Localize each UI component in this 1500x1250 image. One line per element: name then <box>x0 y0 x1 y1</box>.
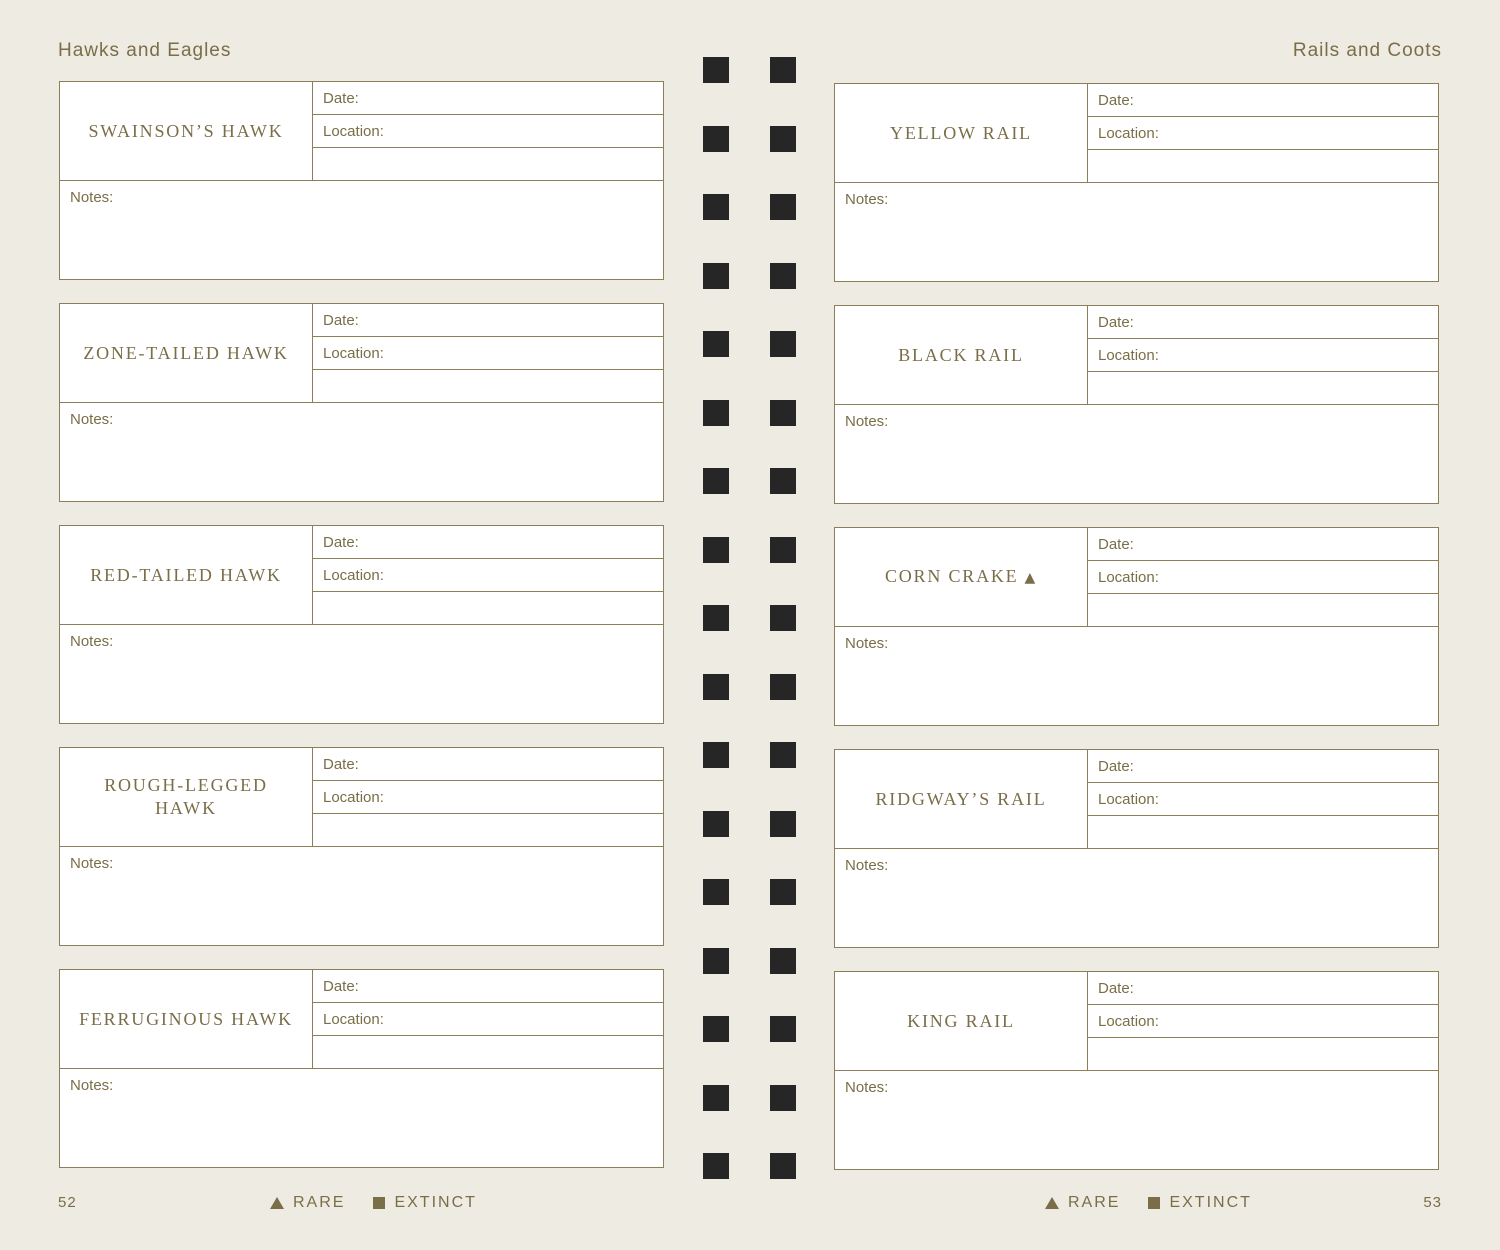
blank-field[interactable] <box>313 370 663 403</box>
species-name-cell <box>60 526 313 625</box>
triangle-icon <box>1045 1197 1059 1209</box>
location-field[interactable]: Location: <box>1088 1005 1438 1038</box>
species-name-cell <box>835 750 1088 849</box>
date-field[interactable]: Date: <box>313 82 663 115</box>
binding-hole <box>703 674 729 700</box>
blank-field[interactable] <box>313 148 663 181</box>
date-field[interactable]: Date: <box>1088 84 1438 117</box>
binding-hole <box>703 331 729 357</box>
notes-field[interactable]: Notes: <box>845 413 889 430</box>
notes-field[interactable]: Notes: <box>845 1079 889 1096</box>
legend-extinct-label: EXTINCT <box>1169 1194 1252 1211</box>
binding-hole <box>770 1016 796 1042</box>
entry-card <box>834 83 1439 282</box>
binding-hole <box>770 331 796 357</box>
notes-field[interactable]: Notes: <box>70 411 114 428</box>
binding-hole <box>770 1085 796 1111</box>
triangle-icon <box>270 1197 284 1209</box>
species-name-cell <box>60 970 313 1069</box>
date-field[interactable]: Date: <box>313 748 663 781</box>
right-footer <box>1423 1194 1442 1212</box>
binding-hole <box>770 263 796 289</box>
blank-field[interactable] <box>1088 372 1438 405</box>
blank-field[interactable] <box>313 814 663 847</box>
binding-hole <box>703 537 729 563</box>
square-icon <box>1148 1197 1160 1209</box>
date-field[interactable]: Date: <box>1088 972 1438 1005</box>
right-page-heading: Rails and Coots <box>1292 40 1442 61</box>
binding-hole <box>703 1153 729 1179</box>
entry-card <box>834 749 1439 948</box>
sighting-fields <box>1088 528 1438 627</box>
binding-hole <box>703 400 729 426</box>
left-page-heading: Hawks and Eagles <box>58 40 232 61</box>
binding-hole <box>770 605 796 631</box>
species-name: KING RAIL <box>907 1010 1015 1031</box>
species-name: ROUGH-LEGGED HAWK <box>104 775 268 818</box>
date-field[interactable]: Date: <box>313 970 663 1003</box>
binding-hole <box>770 537 796 563</box>
sighting-fields <box>1088 306 1438 405</box>
left-footer <box>58 1194 77 1212</box>
rare-triangle-icon: ▲ <box>1024 569 1038 586</box>
binding-hole <box>770 742 796 768</box>
blank-field[interactable] <box>313 592 663 625</box>
binding-hole <box>703 811 729 837</box>
binding-hole <box>703 948 729 974</box>
binding-hole <box>770 948 796 974</box>
location-field[interactable]: Location: <box>1088 561 1438 594</box>
left-page-number: 52 <box>58 1194 77 1211</box>
species-name: RIDGWAY’S RAIL <box>875 788 1047 809</box>
blank-field[interactable] <box>1088 150 1438 183</box>
species-name: RED-TAILED HAWK <box>90 564 282 585</box>
entry-card <box>834 971 1439 1170</box>
binding-hole <box>703 742 729 768</box>
binding-hole <box>703 263 729 289</box>
species-name-cell <box>60 82 313 181</box>
binding-hole <box>703 126 729 152</box>
binding-hole <box>703 57 729 83</box>
species-name: FERRUGINOUS HAWK <box>79 1008 293 1029</box>
entry-card <box>834 305 1439 504</box>
square-icon <box>373 1197 385 1209</box>
notes-field[interactable]: Notes: <box>845 191 889 208</box>
binding-hole <box>770 674 796 700</box>
blank-field[interactable] <box>313 1036 663 1069</box>
sighting-fields <box>313 304 663 403</box>
notes-field[interactable]: Notes: <box>70 189 114 206</box>
binding-hole <box>770 400 796 426</box>
sighting-fields <box>313 526 663 625</box>
species-name-cell <box>835 84 1088 183</box>
date-field[interactable]: Date: <box>1088 306 1438 339</box>
binding-hole <box>703 605 729 631</box>
species-name-cell <box>60 304 313 403</box>
species-name-cell <box>60 748 313 847</box>
notes-field[interactable]: Notes: <box>845 635 889 652</box>
binding-hole <box>770 811 796 837</box>
sighting-fields <box>313 82 663 181</box>
species-name: BLACK RAIL <box>898 344 1024 365</box>
date-field[interactable]: Date: <box>313 304 663 337</box>
binding-hole <box>703 194 729 220</box>
sighting-fields <box>313 970 663 1069</box>
location-field[interactable]: Location: <box>1088 339 1438 372</box>
blank-field[interactable] <box>1088 816 1438 849</box>
entry-card <box>834 527 1439 726</box>
sighting-fields <box>1088 750 1438 849</box>
binding-hole <box>770 1153 796 1179</box>
species-name-cell <box>835 528 1088 627</box>
legend-rare-label: RARE <box>293 1194 346 1211</box>
species-name: CORN CRAKE <box>884 565 1019 586</box>
binding-hole <box>703 1016 729 1042</box>
species-name: ZONE-TAILED HAWK <box>83 342 289 363</box>
legend-extinct-label: EXTINCT <box>394 1194 477 1211</box>
left-legend <box>270 1194 477 1212</box>
binding-hole <box>770 57 796 83</box>
binding-hole <box>770 468 796 494</box>
species-name: YELLOW RAIL <box>890 122 1032 143</box>
blank-field[interactable] <box>1088 594 1438 627</box>
species-name: SWAINSON’S HAWK <box>88 120 284 141</box>
date-field[interactable]: Date: <box>1088 750 1438 783</box>
entry-card <box>59 81 664 280</box>
species-name-cell <box>835 306 1088 405</box>
date-field[interactable]: Date: <box>1088 528 1438 561</box>
location-field[interactable]: Location: <box>313 559 663 592</box>
binding-hole <box>770 126 796 152</box>
location-field[interactable]: Location: <box>313 115 663 148</box>
notes-field[interactable]: Notes: <box>70 633 114 650</box>
binding-hole <box>703 468 729 494</box>
location-field[interactable]: Location: <box>1088 117 1438 150</box>
location-field[interactable]: Location: <box>1088 783 1438 816</box>
right-legend <box>1045 1194 1252 1212</box>
sighting-fields <box>1088 972 1438 1071</box>
notes-field[interactable]: Notes: <box>845 857 889 874</box>
species-name-cell <box>835 972 1088 1071</box>
sighting-fields <box>1088 84 1438 183</box>
binding-hole <box>703 879 729 905</box>
entry-card <box>59 525 664 724</box>
blank-field[interactable] <box>1088 1038 1438 1071</box>
sighting-fields <box>313 748 663 847</box>
binding-hole <box>770 879 796 905</box>
date-field[interactable]: Date: <box>313 526 663 559</box>
entry-card <box>59 969 664 1168</box>
location-field[interactable]: Location: <box>313 781 663 814</box>
notes-field[interactable]: Notes: <box>70 855 114 872</box>
entry-card <box>59 747 664 946</box>
location-field[interactable]: Location: <box>313 337 663 370</box>
notes-field[interactable]: Notes: <box>70 1077 114 1094</box>
entry-card <box>59 303 664 502</box>
binding-hole <box>703 1085 729 1111</box>
location-field[interactable]: Location: <box>313 1003 663 1036</box>
right-page-number: 53 <box>1423 1194 1442 1211</box>
legend-rare-label: RARE <box>1068 1194 1121 1211</box>
binding-hole <box>770 194 796 220</box>
